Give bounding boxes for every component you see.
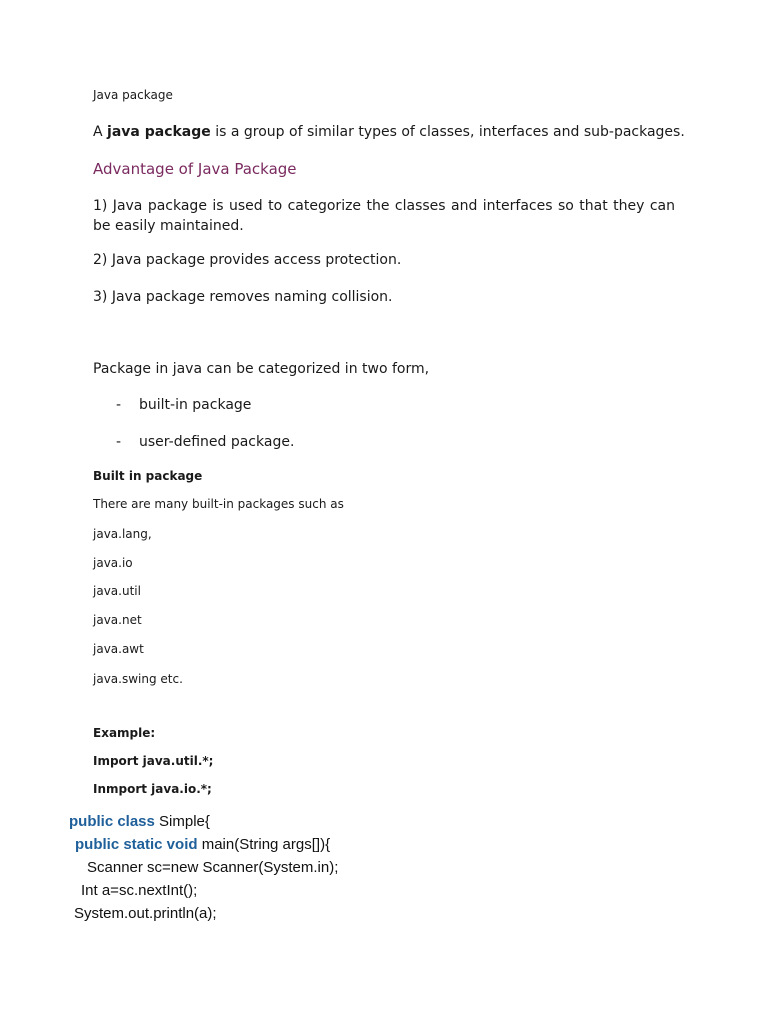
builtin-item: java.lang, [93, 527, 152, 541]
advantage-item-1: 1) Java package is used to categorize the classes and interfaces so that they can be easily maintained. [93, 198, 675, 234]
intro-prefix: A [93, 124, 108, 140]
category-item-2: user-defined package. [139, 434, 295, 450]
intro-paragraph [93, 124, 685, 140]
category-dash-1: - [116, 397, 122, 413]
code-line-1 [69, 813, 210, 830]
code-keyword: public static void [75, 836, 198, 853]
intro-bold: java package [107, 124, 211, 140]
code-text: main(String args[]){ [197, 836, 331, 853]
category-dash-2: - [116, 434, 122, 450]
code-line-4: Int a=sc.nextInt(); [81, 882, 198, 899]
builtin-heading: Built in package [93, 469, 203, 483]
import-line-1: Import java.util.*; [93, 754, 214, 768]
builtin-item: java.net [93, 613, 142, 627]
builtin-item: java.awt [93, 642, 144, 656]
code-line-3: Scanner sc=new Scanner(System.in); [87, 859, 339, 876]
import-line-2: Inmport java.io.*; [93, 782, 212, 796]
builtin-intro: There are many built-in packages such as [93, 497, 344, 511]
code-line-2 [75, 836, 330, 853]
code-text: Simple{ [154, 813, 210, 830]
advantage-heading: Advantage of Java Package [93, 160, 297, 178]
builtin-item: java.io [93, 556, 133, 570]
doc-title: Java package [93, 88, 173, 102]
code-keyword: public class [69, 813, 155, 830]
builtin-item: java.util [93, 584, 141, 598]
advantage-item-3: 3) Java package removes naming collision. [93, 289, 393, 305]
categorized-intro: Package in java can be categorized in two form, [93, 361, 430, 377]
advantage-item-2: 2) Java package provides access protection. [93, 252, 402, 268]
category-item-1: built-in package [139, 397, 252, 413]
example-heading: Example: [93, 726, 156, 740]
code-line-5: System.out.println(a); [74, 905, 217, 922]
builtin-item: java.swing etc. [93, 672, 183, 686]
intro-suffix: is a group of similar types of classes, interfaces and sub-packages. [210, 124, 685, 140]
